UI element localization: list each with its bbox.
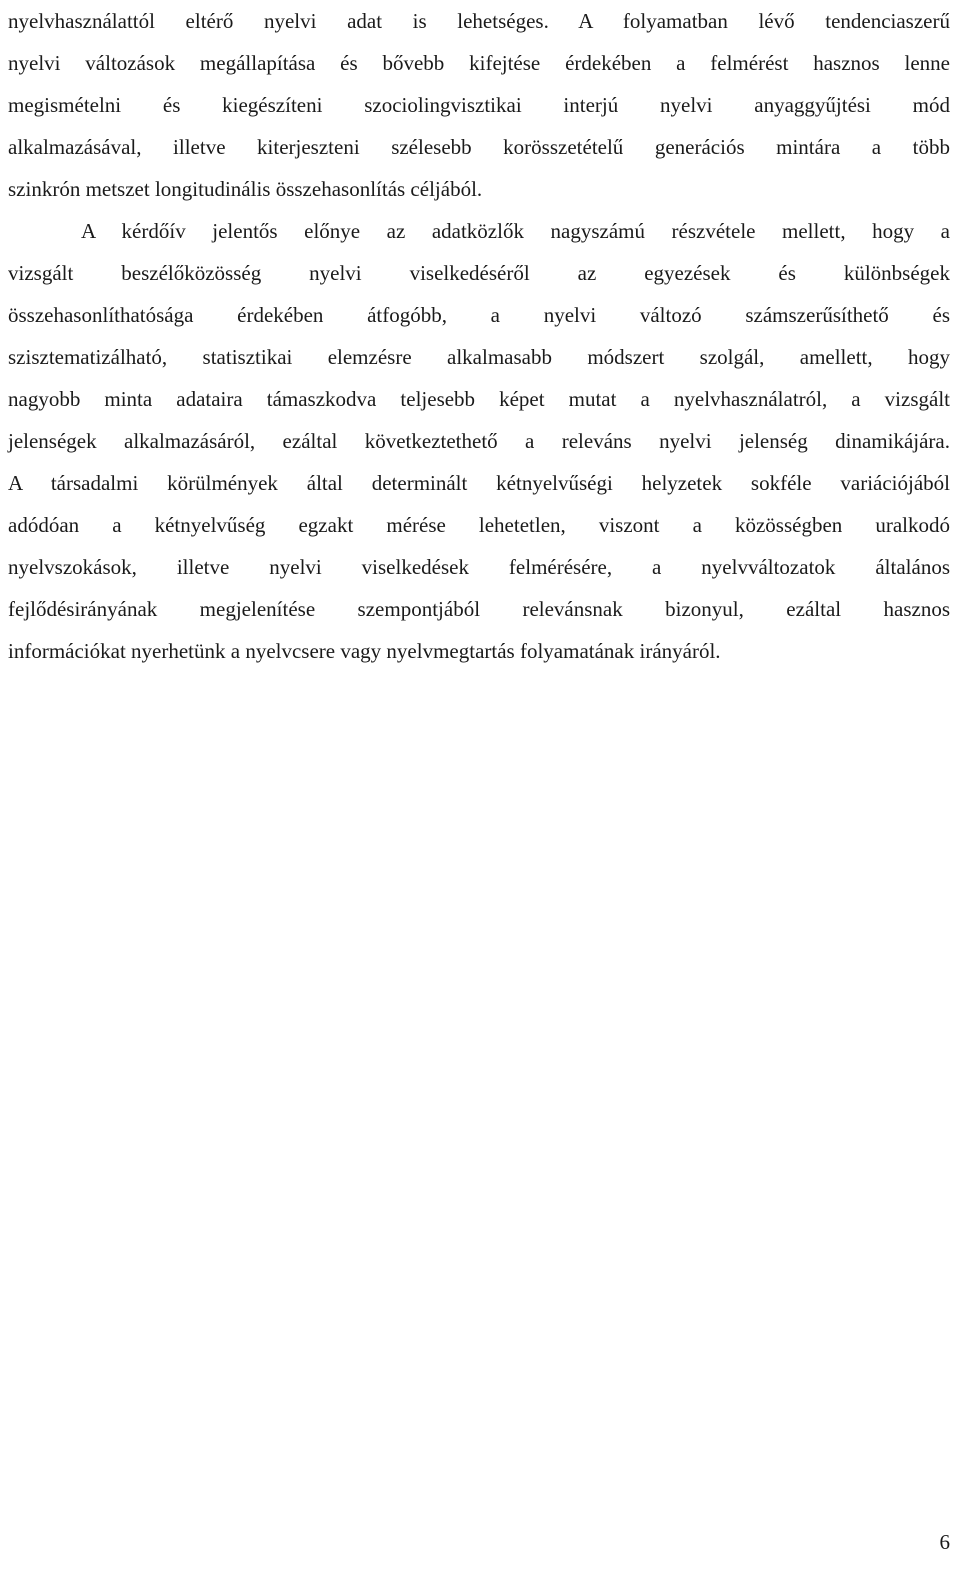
text-line: megismételni és kiegészíteni szociolingvisztikai interjú nyelvi anyaggyűjtési mód (8, 93, 950, 117)
text-line: szisztematizálható, statisztikai elemzésre alkalmasabb módszert szolgál, amellett, hogy (8, 345, 950, 369)
paragraph-2 (8, 210, 950, 672)
text-line: szinkrón metszet longitudinális összehasonlítás céljából. (8, 177, 483, 201)
text-line: fejlődésirányának megjelenítése szempontjából relevánsnak bizonyul, ezáltal hasznos (8, 597, 950, 621)
text-line: összehasonlíthatósága érdekében átfogóbb, a nyelvi változó számszerűsíthető és (8, 303, 950, 327)
text-line: nagyobb minta adataira támaszkodva teljesebb képet mutat a nyelvhasználatról, a vizsgált (8, 387, 950, 411)
text-line: nyelvi változások megállapítása és bővebb kifejtése érdekében a felmérést hasznos lenne (8, 51, 950, 75)
text-line: vizsgált beszélőközösség nyelvi viselkedéséről az egyezések és különbségek (8, 261, 950, 285)
text-line: nyelvszokások, illetve nyelvi viselkedések felmérésére, a nyelvváltozatok általános (8, 555, 950, 579)
text-line: adódóan a kétnyelvűség egzakt mérése lehetetlen, viszont a közösségben uralkodó (8, 513, 950, 537)
page-body (8, 0, 950, 672)
text-line: információkat nyerhetünk a nyelvcsere vagy nyelvmegtartás folyamatának irányáról. (8, 639, 721, 663)
text-line: jelenségek alkalmazásáról, ezáltal következtethető a releváns nyelvi jelenség dinamikájára. (8, 429, 950, 453)
text-line: nyelvhasználattól eltérő nyelvi adat is lehetséges. A folyamatban lévő tendenciaszerű (8, 9, 950, 33)
page-number: 6 (939, 1530, 950, 1554)
paragraph-1 (8, 0, 950, 210)
text-line: alkalmazásával, illetve kiterjeszteni szélesebb korösszetételű generációs mintára a több (8, 135, 950, 159)
text-line: A kérdőív jelentős előnye az adatközlők nagyszámú részvétele mellett, hogy a (81, 219, 950, 243)
text-line: A társadalmi körülmények által determinált kétnyelvűségi helyzetek sokféle variációjából (8, 471, 950, 495)
